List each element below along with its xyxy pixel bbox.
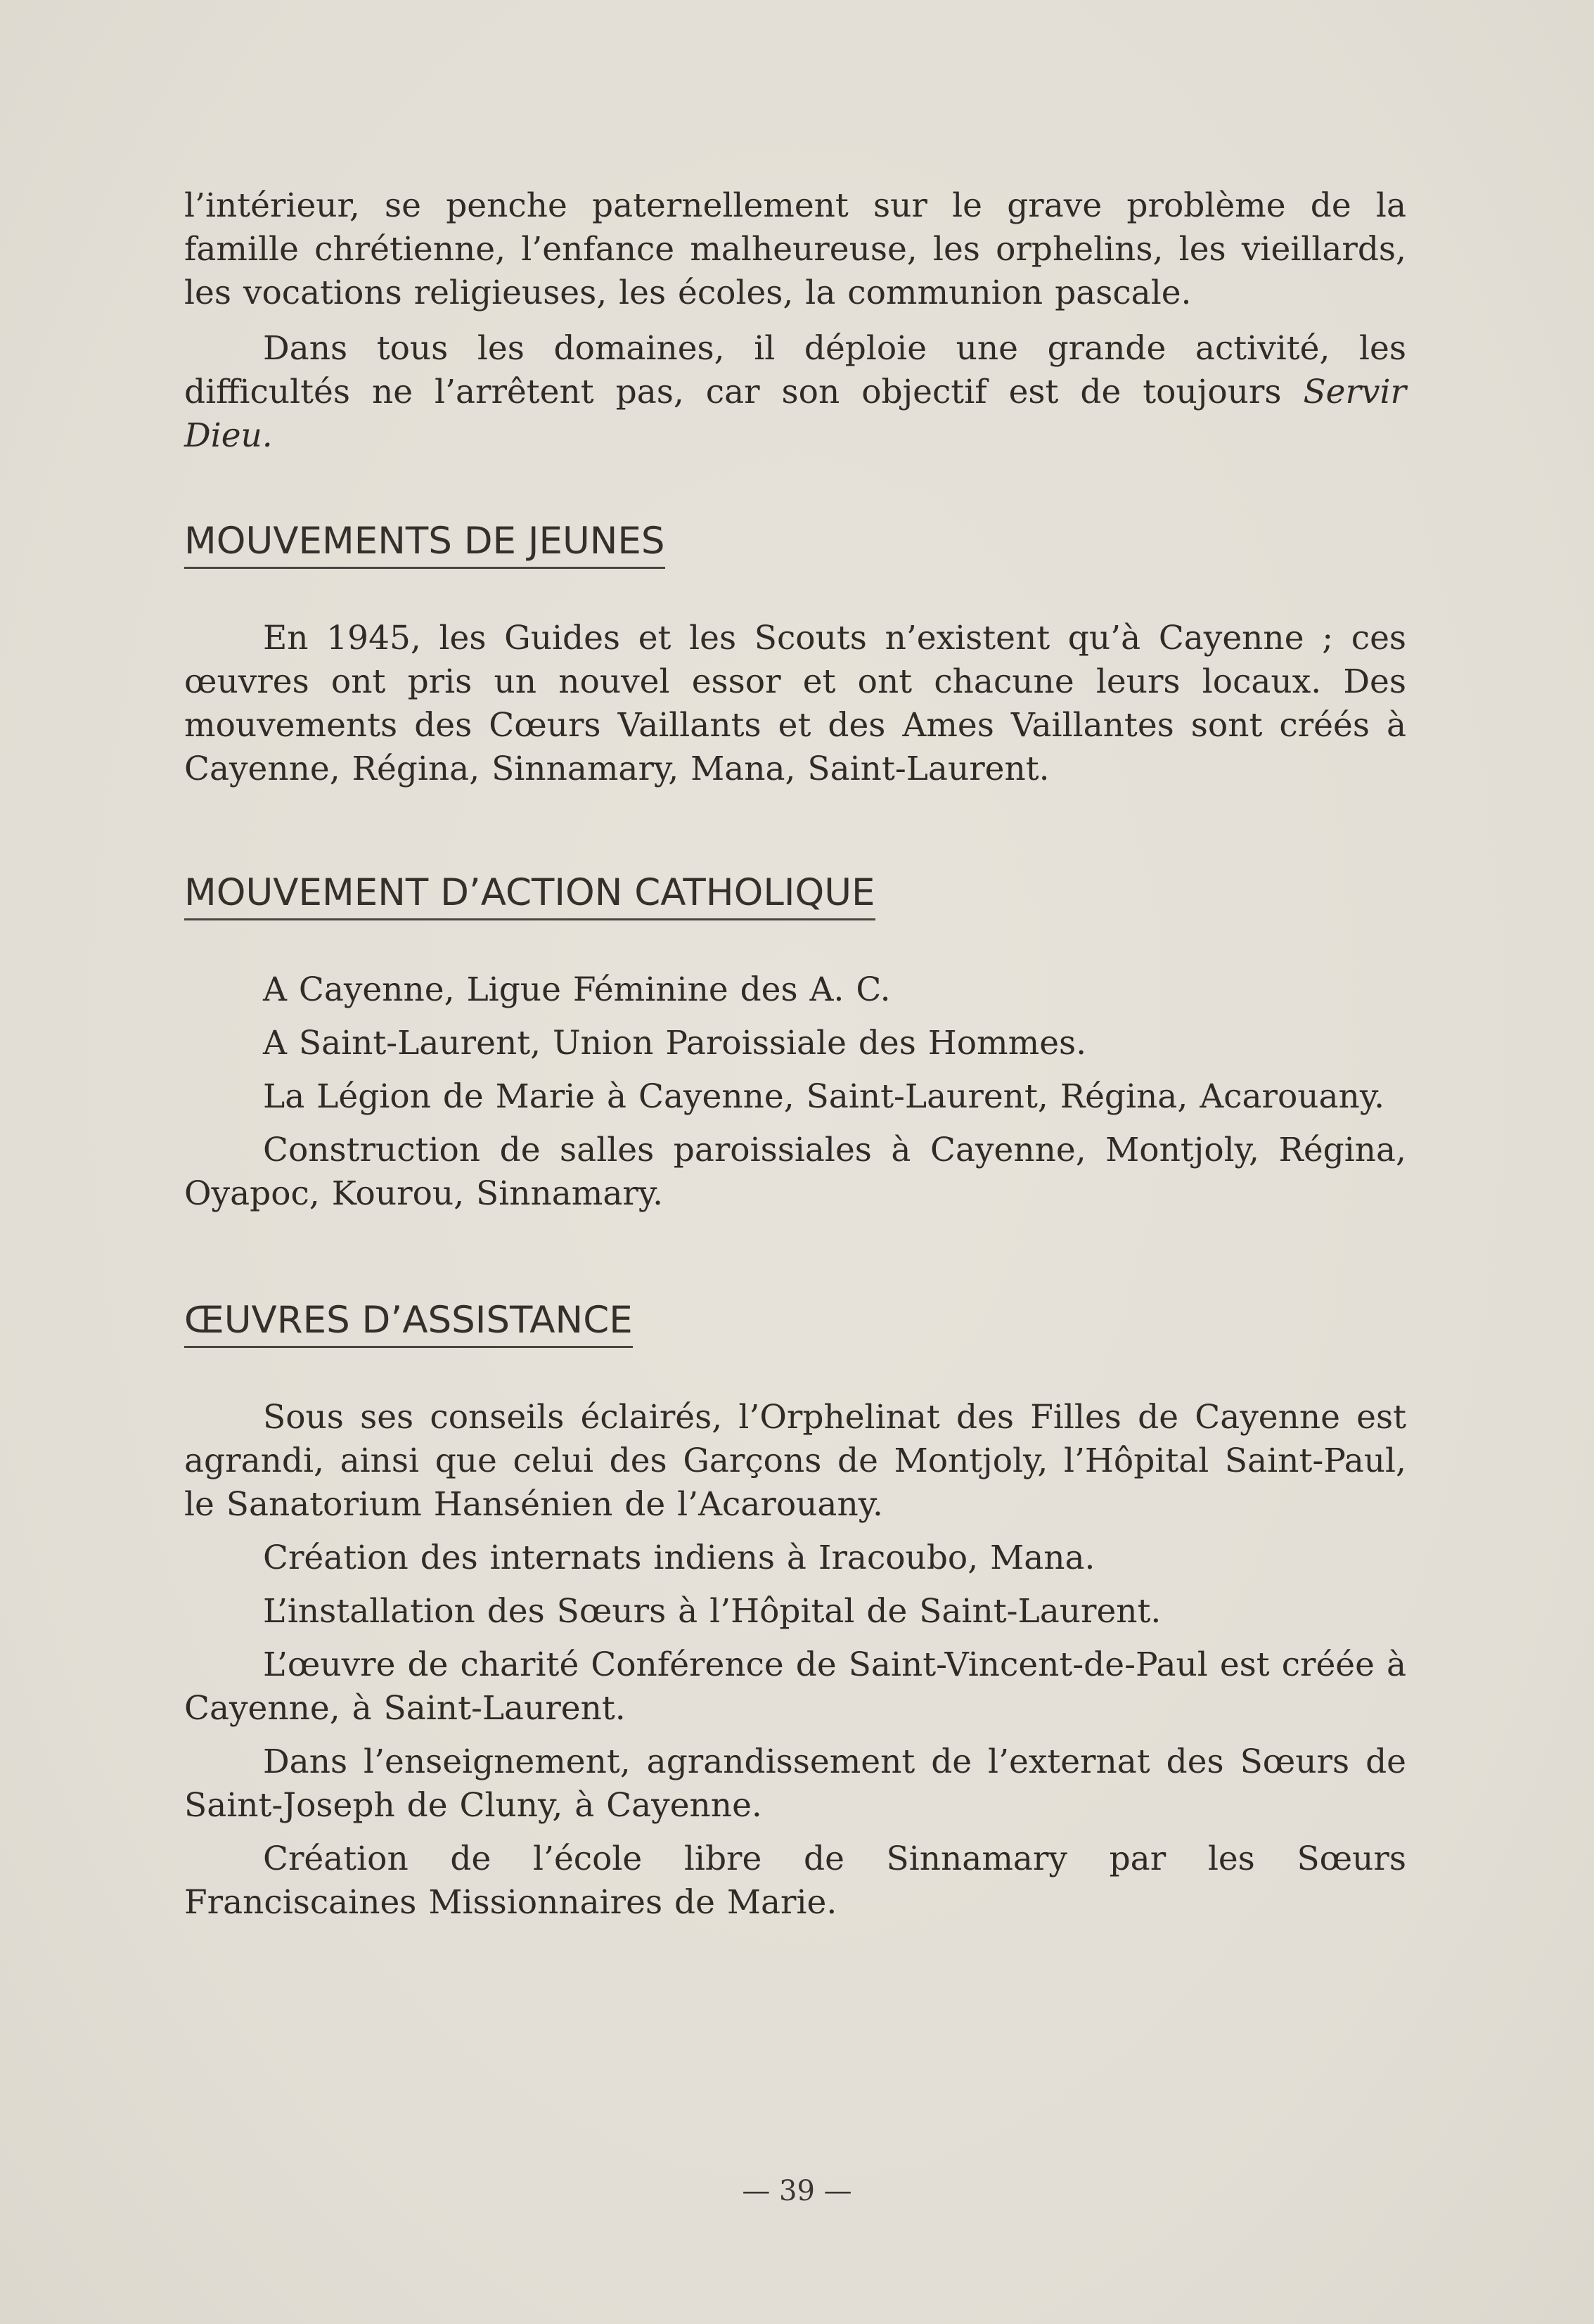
paragraph <box>184 327 1406 458</box>
paragraph: L’installation des Sœurs à l’Hôpital de Saint-Laurent. <box>263 1592 1162 1631</box>
section-heading: MOUVEMENTS DE JEUNES <box>184 522 665 569</box>
paragraph: La Légion de Marie à Cayenne, Saint-Laurent, Régina, Acarouany. <box>263 1077 1385 1116</box>
paragraph: A Cayenne, Ligue Féminine des A. C. <box>263 970 891 1009</box>
paragraph: Sous ses conseils éclairés, l’Orphelinat des Filles de Cayenne est agrandi, ainsi que celui des Garçons de Montjoly, l’Hôpital Saint-Paul, le Sanatorium Hansénien de l’Acarouany. <box>184 1398 1406 1524</box>
section-heading-wrapper <box>184 871 1406 920</box>
section-heading: MOUVEMENT D’ACTION CATHOLIQUE <box>184 874 875 920</box>
paragraph-text: Dans tous les domaines, il déploie une grande activité, les difficultés ne l’arrêtent pas, car son objectif est de toujours <box>184 329 1406 411</box>
paragraph: En 1945, les Guides et les Scouts n’existent qu’à Cayenne ; ces œuvres ont pris un nouvel essor et ont chacune leurs locaux. Des mouvements des Cœurs Vaillants et des Ames Vaillantes sont créés à Cayenne, Régina, Sinnamary, Mana, Saint-Laurent. <box>184 619 1406 788</box>
emphasis-text: Servir Dieu. <box>184 373 1406 455</box>
paragraph: Dans l’enseignement, agrandissement de l’externat des Sœurs de Saint-Joseph de Cluny, à Cayenne. <box>184 1742 1406 1825</box>
text-column <box>184 184 1406 1925</box>
section-heading-wrapper <box>184 1299 1406 1348</box>
paragraph: l’intérieur, se penche paternellement sur le grave problème de la famille chrétienne, l’enfance malheureuse, les orphelins, les vieillards, les vocations religieuses, les écoles, la communion pascale. <box>184 186 1406 312</box>
section-heading-wrapper <box>184 522 1406 569</box>
paragraph: Création de l’école libre de Sinnamary par les Sœurs Franciscaines Missionnaires de Marie. <box>184 1840 1406 1922</box>
paragraph: Construction de salles paroissiales à Cayenne, Montjoly, Régina, Oyapoc, Kourou, Sinnamary. <box>184 1131 1406 1213</box>
page-number: — 39 — <box>742 2175 852 2207</box>
section-heading: ŒUVRES D’ASSISTANCE <box>184 1302 633 1348</box>
paragraph: A Saint-Laurent, Union Paroissiale des Hommes. <box>263 1024 1087 1063</box>
paragraph: L’œuvre de charité Conférence de Saint-Vincent-de-Paul est créée à Cayenne, à Saint-Laurent. <box>184 1645 1406 1728</box>
paragraph: Création des internats indiens à Iracoubo, Mana. <box>263 1539 1095 1577</box>
